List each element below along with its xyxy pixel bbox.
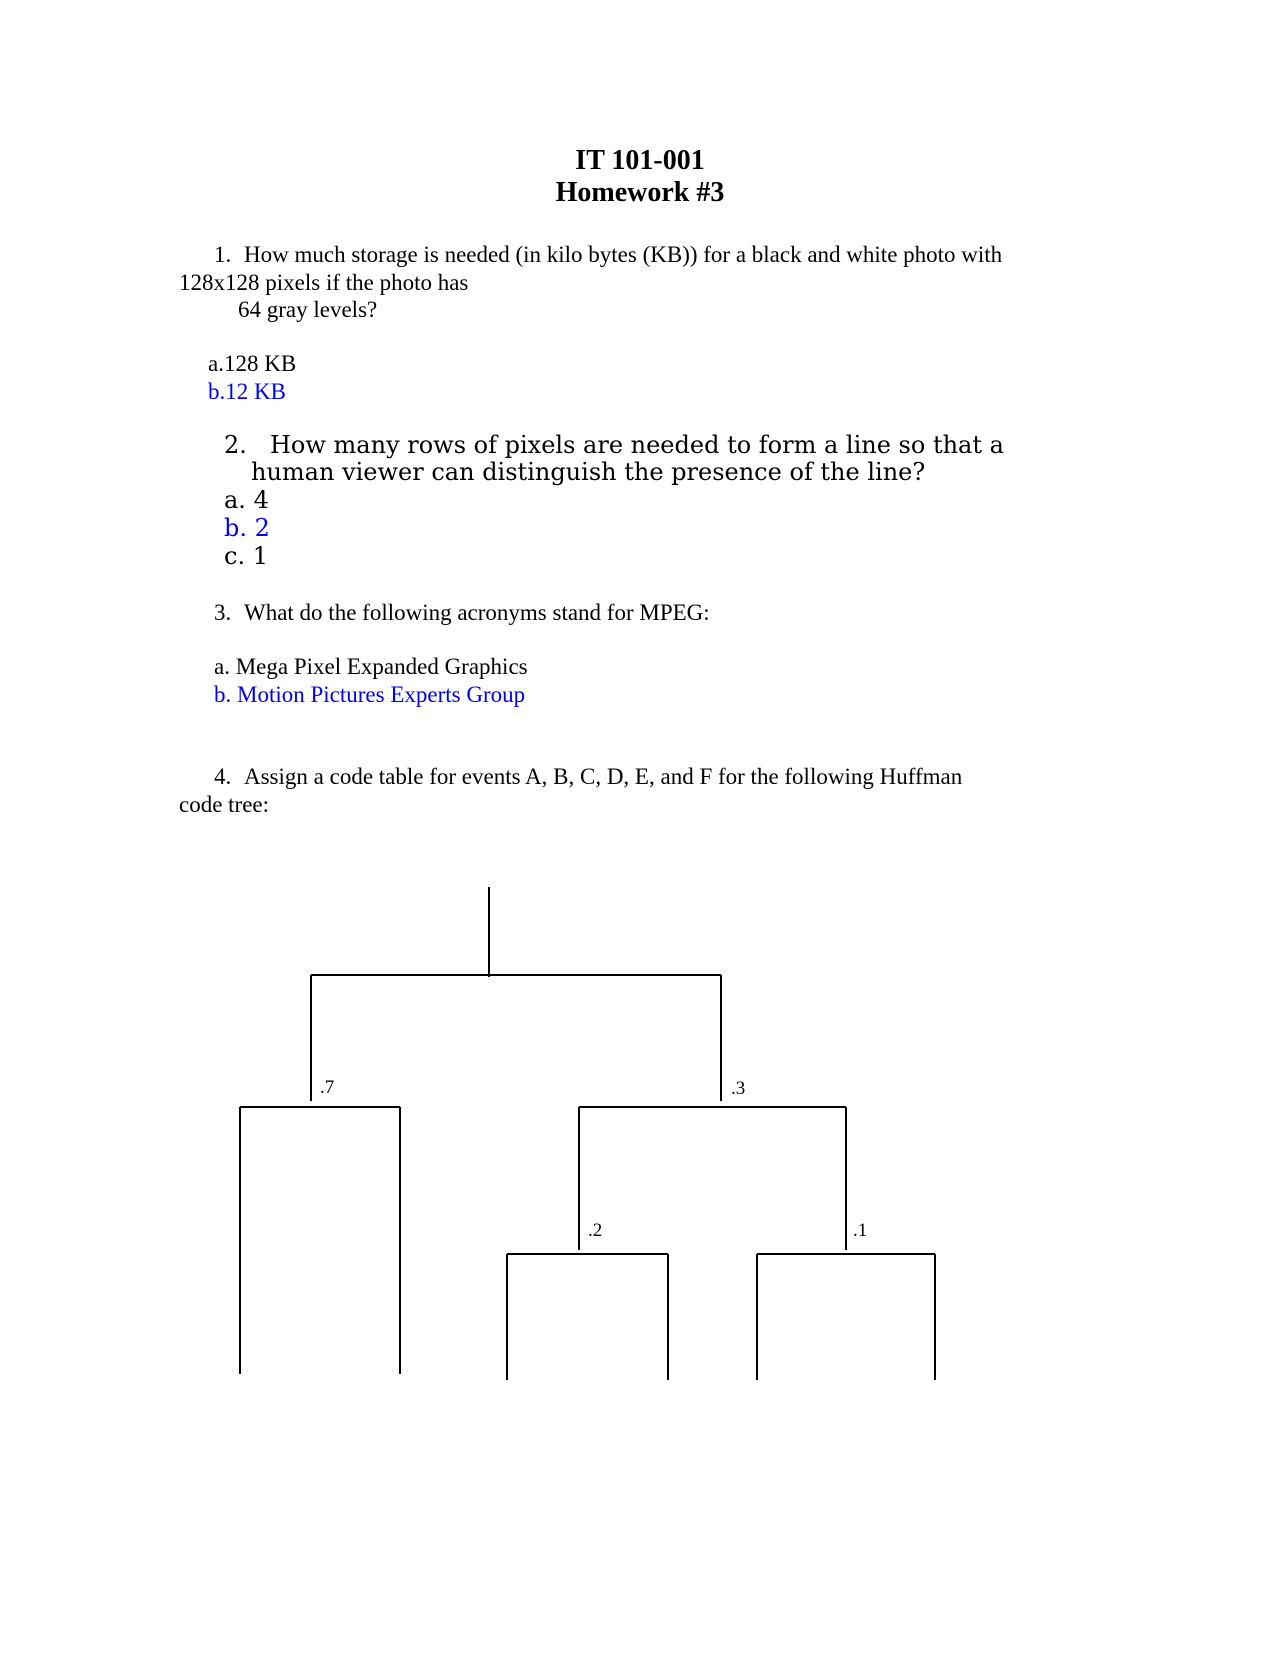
- question-number: 4.: [214, 764, 232, 789]
- node-probability-label: .2: [588, 1220, 603, 1241]
- question-number: 3.: [214, 600, 232, 625]
- answer-option: a.128 KB: [208, 351, 297, 376]
- answer-option-highlighted: b.12 KB: [208, 379, 286, 404]
- course-title: IT 101-001: [575, 145, 705, 176]
- homework-title: Homework #3: [555, 177, 725, 208]
- node-probability-label: .3: [731, 1078, 746, 1099]
- answer-option: a. Mega Pixel Expanded Graphics: [214, 654, 528, 679]
- question-text: code tree:: [179, 792, 270, 817]
- node-probability-label: .1: [853, 1220, 868, 1241]
- question-text: human viewer can distinguish the presence of the line?: [251, 458, 926, 486]
- question-text: How many rows of pixels are needed to form a line so that a: [270, 431, 1004, 459]
- answer-option: a. 4: [224, 486, 269, 514]
- answer-option: c. 1: [224, 542, 268, 570]
- question-text: Assign a code table for events A, B, C, D, E, and F for the following Huffman: [244, 764, 963, 789]
- question-text: What do the following acronyms stand for MPEG:: [244, 600, 710, 625]
- question-number: 2.: [224, 431, 247, 459]
- answer-option-highlighted: b. Motion Pictures Experts Group: [214, 682, 526, 707]
- question-text: 128x128 pixels if the photo has: [179, 270, 469, 295]
- question-number: 1.: [214, 242, 232, 267]
- answer-option-highlighted: b. 2: [224, 514, 270, 542]
- question-text: How much storage is needed (in kilo bytes (KB)) for a black and white photo with: [244, 242, 1003, 267]
- node-probability-label: .7: [320, 1077, 335, 1098]
- question-text: 64 gray levels?: [238, 297, 378, 322]
